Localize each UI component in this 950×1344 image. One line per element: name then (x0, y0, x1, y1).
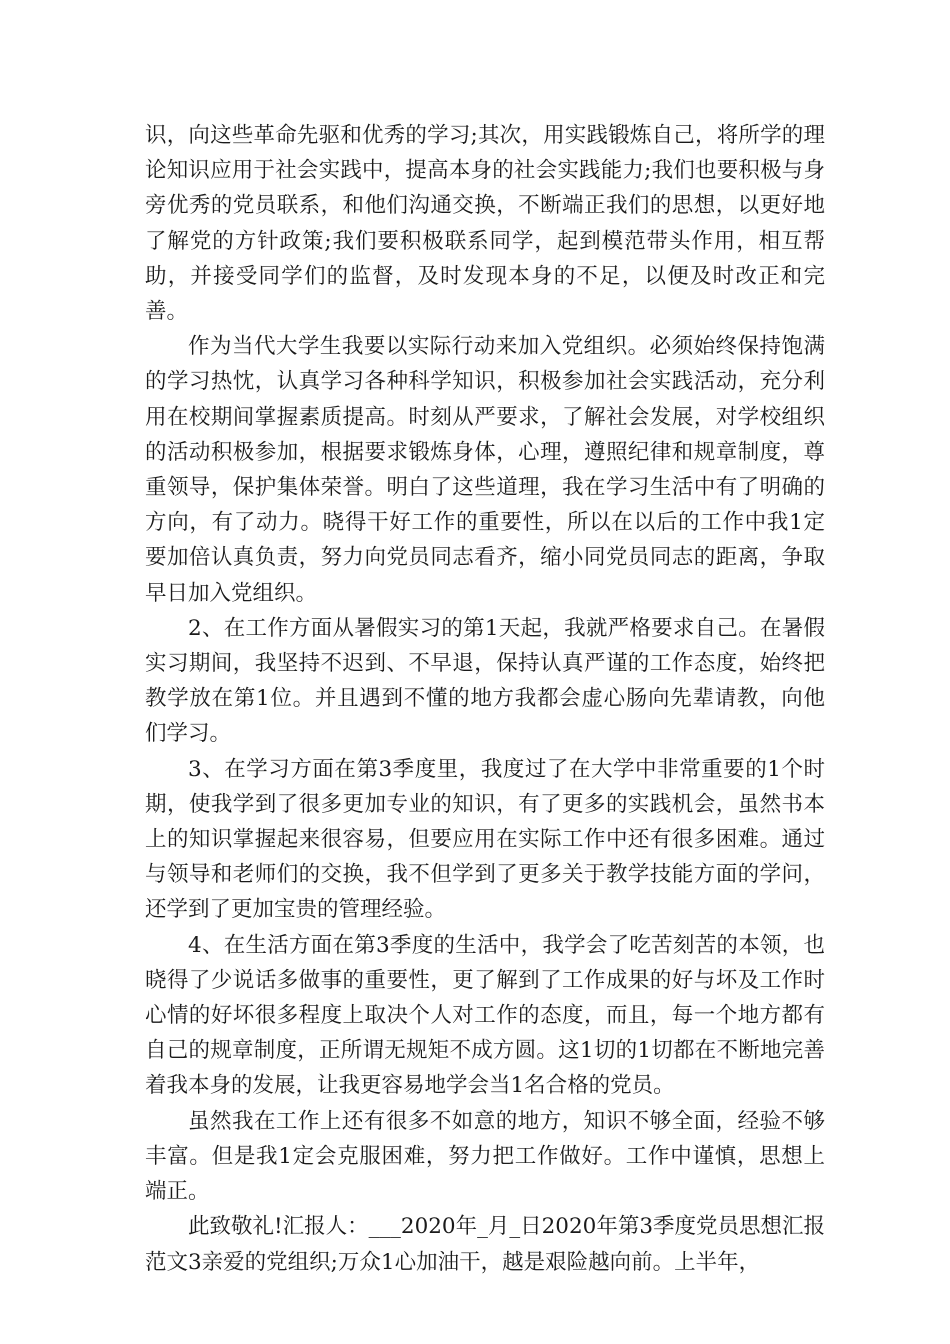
document-body (145, 118, 825, 1280)
paragraph-party-organization: 作为当代大学生我要以实际行动来加入党组织。必须始终保持饱满的学习热忱，认真学习各种科学知识，积极参加社会实践活动，充分利用在校期间掌握素质提高。时刻从严要求，了解社会发展，对学校组织的活动积极参加，根据要求锻炼身体，心理，遵照纪律和规章制度，尊重领导，保护集体荣誉。明白了这些道理，我在学习生活中有了明确的方向，有了动力。晓得干好工作的重要性，所以在以后的工作中我1定要加倍认真负责，努力向党员同志看齐，缩小同党员同志的距离，争取早日加入党组织。 (145, 334, 825, 606)
paragraph-continuation: 识，向这些革命先驱和优秀的学习;其次，用实践锻炼自己，将所学的理论知识应用于社会实践中，提高本身的社会实践能力;我们也要积极与身旁优秀的党员联系，和他们沟通交换，不断端正我们的思想，以更好地了解党的方针政策;我们要积极联系同学，起到模范带头作用，相互帮助，并接受同学们的监督，及时发现本身的不足，以便及时改正和完善。 (145, 123, 825, 325)
paragraph-life: 4、在生活方面在第3季度的生活中，我学会了吃苦刻苦的本领，也晓得了少说话多做事的重要性，更了解到了工作成果的好与坏及工作时心情的好坏很多程度上取决个人对工作的态度，而且，每一个地方都有自己的规章制度，正所谓无规矩不成方圆。这1切的1切都在不断地完善着我本身的发展，让我更容易地学会当1名合格的党员。 (145, 932, 825, 1099)
paragraph-work: 2、在工作方面从暑假实习的第1天起，我就严格要求自己。在暑假实习期间，我坚持不迟到、不早退，保持认真严谨的工作态度，始终把教学放在第1位。并且遇到不懂的地方我都会虚心肠向先辈请教，向他们学习。 (145, 615, 825, 747)
paragraph-study: 3、在学习方面在第3季度里，我度过了在大学中非常重要的1个时期，使我学到了很多更加专业的知识，有了更多的实践机会，虽然书本上的知识掌握起来很容易，但要应用在实际工作中还有很多困难。通过与领导和老师们的交换，我不但学到了更多关于教学技能方面的学问，还学到了更加宝贵的管理经验。 (145, 756, 825, 923)
paragraph-shortcomings: 虽然我在工作上还有很多不如意的地方，知识不够全面，经验不够丰富。但是我1定会克服困难，努力把工作做好。工作中谨慎，思想上端正。 (145, 1108, 825, 1205)
paragraph-closing: 此致敬礼!汇报人：___2020年_月_日2020年第3季度党员思想汇报范文3亲爱的党组织;万众1心加油干，越是艰险越向前。上半年， (145, 1214, 826, 1275)
